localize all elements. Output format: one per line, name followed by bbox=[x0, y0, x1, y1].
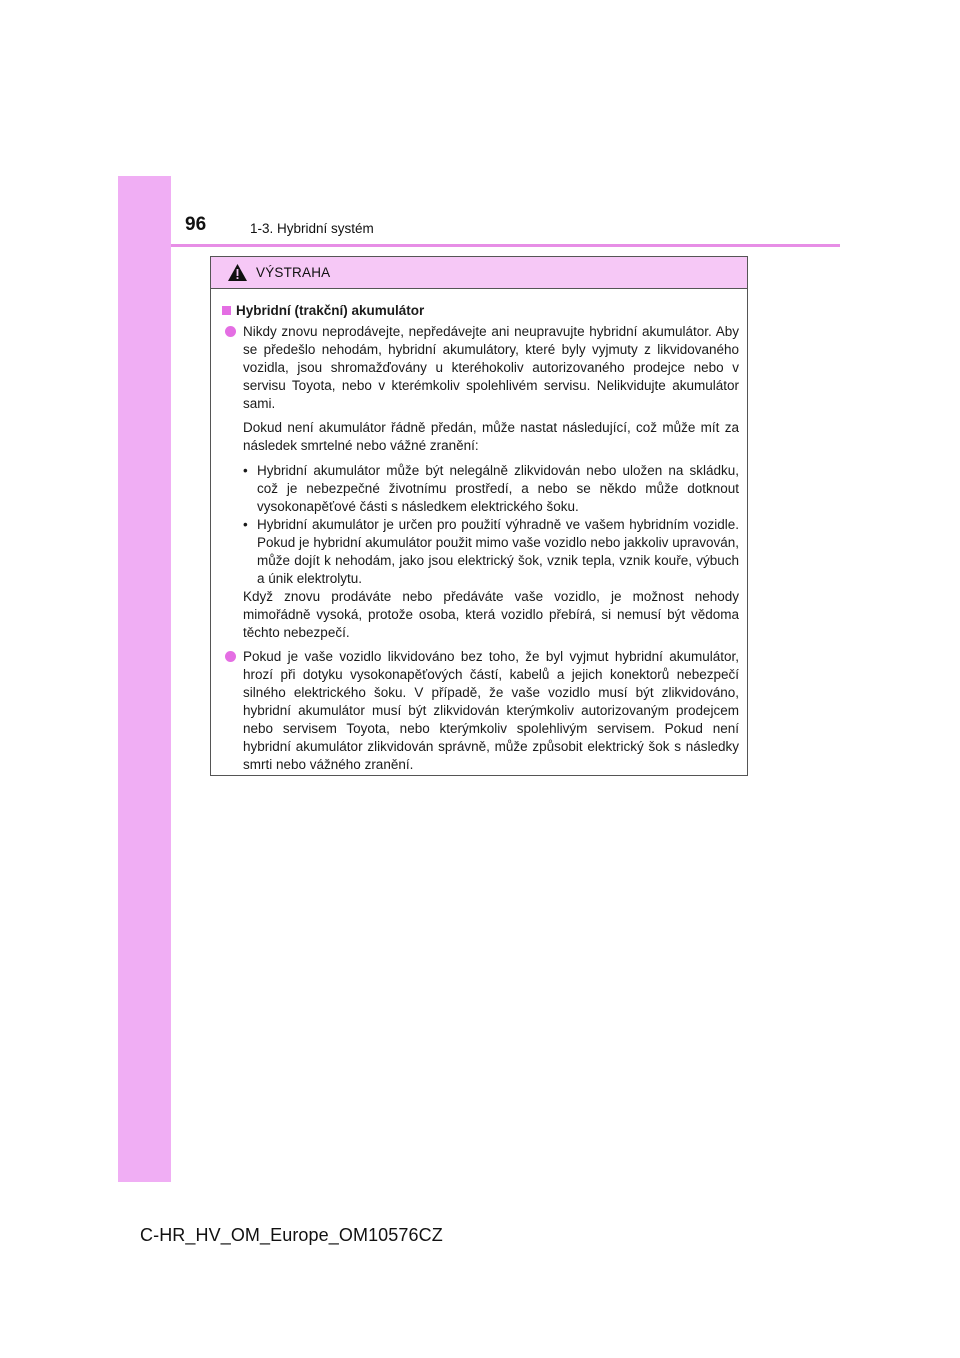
header-divider bbox=[171, 244, 840, 247]
item-text: Pokud je vaše vozidlo likvidováno bez toho, že byl vyjmut hybridní akumulátor, hrozí při dotyku vysokonapěťových částí, kabelů a jejich konektorů nebezpečí silného elektrického šoku. V případě, že vaše vozidlo musí být zlikvidováno, hybridní akumulátor musí být zlikvidován kterýmkoliv autorizovaným prodejcem nebo servisem Toyota, nebo kterýmkoliv spolehlivým servisem. Pokud není hybridní akumulátor zlikvidován správně, může způsobit elektrický šok s následky smrti nebo vážného zranění. bbox=[243, 649, 739, 772]
bullet-icon: • bbox=[243, 517, 248, 532]
bullet-icon: • bbox=[243, 463, 248, 478]
warning-header bbox=[211, 257, 747, 289]
document-code: C-HR_HV_OM_Europe_OM10576CZ bbox=[140, 1225, 443, 1245]
dot-bullet-icon bbox=[225, 651, 236, 662]
warning-subheading bbox=[219, 302, 739, 320]
list-item-text: Hybridní akumulátor může být nelegálně zlikvidován nebo uložen na skládku, což je nebezpečné životnímu prostředí, a nebo se někdo může dotknout vysokonapěťové části s následkem elektrického šoku. bbox=[257, 463, 739, 514]
warning-label: VÝSTRAHA bbox=[256, 265, 331, 280]
warning-box bbox=[210, 256, 748, 776]
list-item bbox=[243, 462, 739, 516]
list-item-text: Hybridní akumulátor je určen pro použití výhradně ve vašem hybridním vozidle. Pokud je hybridní akumulátor použit mimo vaše vozidlo nebo jakkoliv upravován, může dojít k nehodám, jako jsou elektrický šok, vznik tepla, vznik kouře, výbuch a únik elektrolytu. bbox=[257, 517, 739, 586]
side-tab bbox=[118, 176, 171, 1182]
square-bullet-icon bbox=[222, 306, 231, 315]
warning-triangle-icon bbox=[227, 263, 248, 282]
dot-bullet-icon bbox=[225, 326, 236, 337]
warning-body bbox=[211, 289, 747, 774]
subheading-text: Hybridní (trakční) akumulátor bbox=[236, 303, 425, 318]
warning-item bbox=[219, 323, 739, 642]
item-closing: Když znovu prodáváte nebo předáváte vaše vozidlo, je možnost nehody mimořádně vysoká, protože osoba, která vozidlo přebírá, si nemusí být vědoma těchto nebezpečí. bbox=[243, 589, 739, 640]
list-item bbox=[243, 516, 739, 588]
consequence-list bbox=[243, 462, 739, 588]
item-paragraph: Dokud není akumulátor řádně předán, může nastat následující, což může mít za následek smrtelné nebo vážné zranění: bbox=[243, 420, 739, 453]
item-text: Nikdy znovu neprodávejte, nepředávejte ani neupravujte hybridní akumulátor. Aby se předešlo nehodám, hybridní akumulátory, které byly vyjmuty z likvidovaného vozidla, jsou shromažďovány u kteréhokoliv autorizovaného prodejce nebo v servisu Toyota, nebo v kterémkoliv spolehlivém servisu. Nelikvidujte akumulátor sami. bbox=[243, 324, 739, 411]
warning-item bbox=[219, 648, 739, 774]
section-title: 1-3. Hybridní systém bbox=[250, 221, 374, 236]
page-number: 96 bbox=[185, 214, 207, 235]
